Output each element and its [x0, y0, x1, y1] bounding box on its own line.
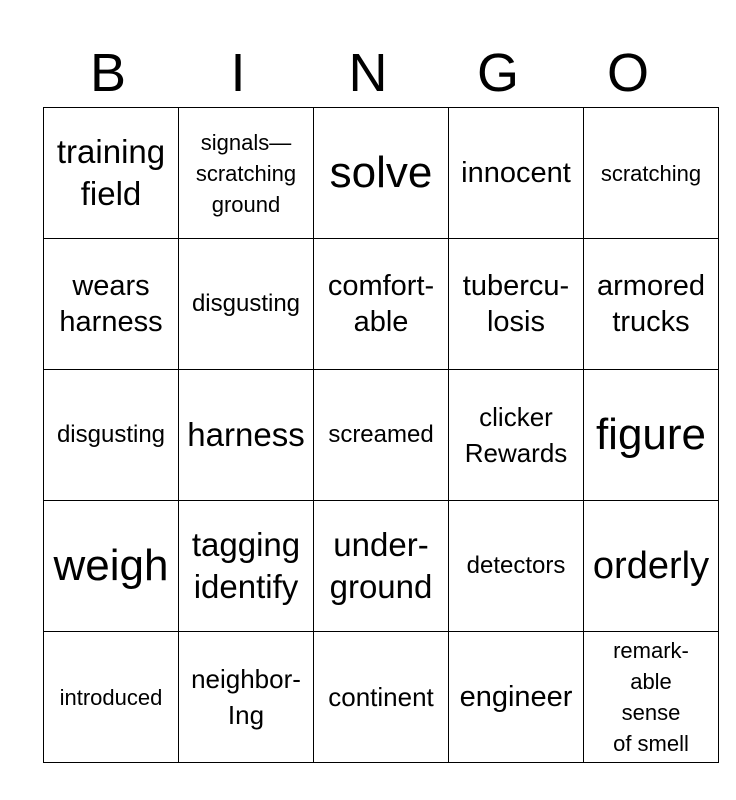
- cell-text-line: trucks: [612, 306, 690, 338]
- bingo-cell[interactable]: [314, 632, 449, 763]
- cell-text-line: armored: [597, 270, 705, 302]
- cell-text-line: field: [80, 175, 142, 212]
- cell-text-line: neighbor-: [191, 664, 301, 694]
- cell-text-line: harness: [187, 416, 305, 453]
- cell-text-line: figure: [595, 410, 707, 459]
- board-row: [44, 108, 719, 239]
- cell-text-line: scratching: [600, 160, 702, 186]
- bingo-cell[interactable]: [449, 501, 584, 632]
- cell-text-line: detectors: [466, 552, 566, 579]
- bingo-cell[interactable]: [44, 370, 179, 501]
- cell-text-line: signals—: [200, 129, 292, 155]
- board-row: [44, 370, 719, 501]
- header-letter-i: I: [230, 43, 246, 103]
- cell-text-line: solve: [329, 148, 433, 197]
- cell-text-line: clicker: [479, 402, 553, 432]
- bingo-cell[interactable]: [314, 370, 449, 501]
- cell-text-line: innocent: [461, 156, 571, 189]
- cell-text-line: introduced: [59, 684, 163, 710]
- bingo-cell[interactable]: [44, 239, 179, 370]
- bingo-cell[interactable]: [314, 108, 449, 239]
- bingo-cell[interactable]: [44, 501, 179, 632]
- bingo-cell[interactable]: [449, 370, 584, 501]
- cell-text-line: ground: [211, 191, 281, 217]
- bingo-cell[interactable]: [179, 501, 314, 632]
- bingo-cell[interactable]: [314, 501, 449, 632]
- bingo-cell[interactable]: [179, 632, 314, 763]
- bingo-cell[interactable]: [584, 370, 719, 501]
- cell-text-line: sense: [621, 700, 681, 725]
- bingo-cell[interactable]: [584, 108, 719, 239]
- cell-text-line: disgusting: [191, 290, 301, 317]
- cell-text-line: disgusting: [56, 421, 166, 448]
- cell-text-line: training: [56, 133, 166, 170]
- bingo-cell[interactable]: [44, 632, 179, 763]
- cell-text-line: of smell: [613, 731, 689, 756]
- cell-text-line: comfort-: [327, 270, 435, 302]
- bingo-cell[interactable]: [449, 108, 584, 239]
- cell-text-line: wears: [72, 270, 150, 302]
- cell-text-line: scratching: [195, 160, 297, 186]
- cell-text-line: continent: [328, 682, 434, 712]
- bingo-cell[interactable]: [449, 632, 584, 763]
- header-letter-o: O: [606, 43, 649, 103]
- bingo-cell[interactable]: [179, 108, 314, 239]
- bingo-cell[interactable]: [314, 239, 449, 370]
- cell-text-line: under-: [333, 526, 429, 563]
- cell-text-line: remark-: [613, 638, 689, 663]
- header-letter-n: N: [348, 43, 388, 103]
- board-row: [44, 632, 719, 763]
- cell-text-line: orderly: [592, 545, 710, 587]
- cell-text-line: identify: [193, 568, 299, 605]
- board-row: [44, 239, 719, 370]
- header-letter-g: G: [476, 43, 519, 103]
- bingo-cell[interactable]: [449, 239, 584, 370]
- bingo-cell[interactable]: [179, 239, 314, 370]
- cell-text-line: screamed: [328, 421, 434, 448]
- bingo-cell[interactable]: [584, 632, 719, 763]
- cell-text-line: losis: [486, 306, 545, 338]
- cell-text-line: harness: [59, 306, 163, 338]
- cell-text-line: able: [353, 306, 409, 338]
- bingo-board: [43, 107, 719, 763]
- cell-text-line: tubercu-: [462, 270, 570, 302]
- board-row: [44, 501, 719, 632]
- bingo-cell[interactable]: [584, 501, 719, 632]
- cell-text-line: tagging: [191, 526, 301, 563]
- bingo-cell[interactable]: [44, 108, 179, 239]
- cell-text-line: engineer: [459, 680, 573, 713]
- cell-text-line: Rewards: [464, 438, 568, 468]
- bingo-cell[interactable]: [584, 239, 719, 370]
- bingo-cell[interactable]: [179, 370, 314, 501]
- header-letter-b: B: [89, 43, 127, 103]
- cell-text-line: Ing: [227, 700, 265, 730]
- cell-text-line: able: [630, 669, 672, 694]
- bingo-header: [43, 40, 693, 106]
- cell-text-line: ground: [329, 568, 433, 605]
- cell-text-line: weigh: [53, 541, 169, 590]
